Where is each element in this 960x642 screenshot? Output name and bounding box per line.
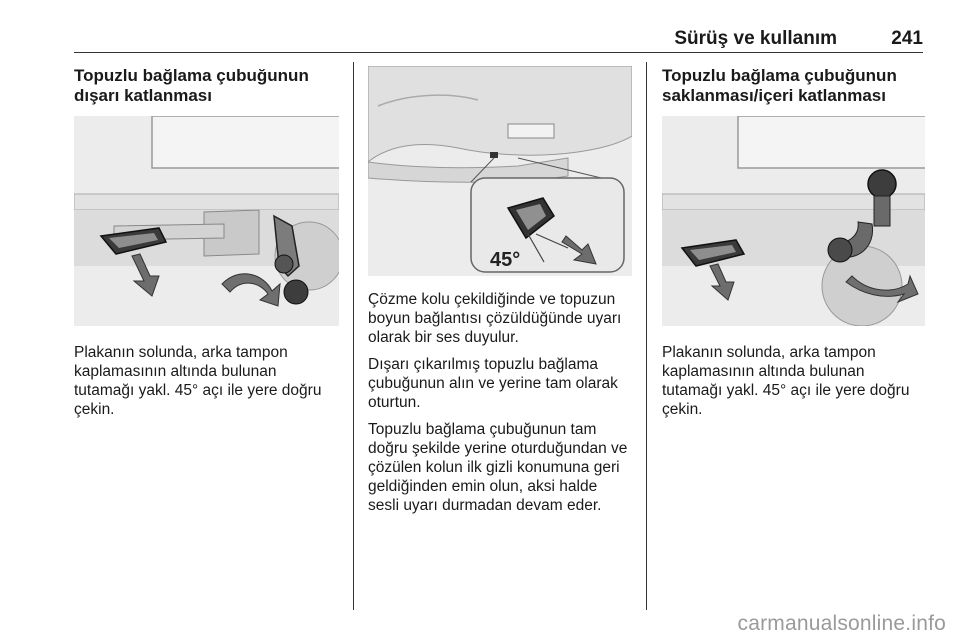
middle-paragraph-2 [368, 355, 643, 412]
middle-p2-line-3: oturtun. [368, 394, 421, 411]
middle-p1-line-2: boyun bağlantısı çözüldüğünde uyarı [368, 310, 622, 327]
right-text-line-2: kaplamasının altında bulunan [662, 363, 865, 380]
middle-paragraph-1 [368, 290, 643, 347]
right-text-line-4: çekin. [662, 401, 703, 418]
right-heading-line-1: Topuzlu bağlama çubuğunun [662, 66, 897, 85]
left-text-line-4: çekin. [74, 401, 115, 418]
left-body-text [74, 343, 349, 419]
middle-p2-line-2: çubuğunun alın ve yerine tam olarak [368, 375, 618, 392]
middle-p3-line-5: sesli uyarı durmadan devam eder. [368, 497, 602, 514]
figure-fold-in-towbar [662, 116, 925, 326]
left-text-line-3: tutamağı yakl. 45° açı ile yere doğru [74, 382, 322, 399]
left-heading-line-2: dışarı katlanması [74, 86, 212, 105]
middle-p1-line-1: Çözme kolu çekildiğinde ve topuzun [368, 291, 616, 308]
middle-p3-line-1: Topuzlu bağlama çubuğunun tam [368, 421, 597, 438]
right-body-text [662, 343, 937, 419]
middle-p2-line-1: Dışarı çıkarılmış topuzlu bağlama [368, 356, 599, 373]
right-section-heading [662, 66, 924, 106]
middle-p3-line-3: çözülen kolun ilk gizli konumuna geri [368, 459, 620, 476]
page-number: 241 [891, 28, 923, 49]
watermark: carmanualsonline.info [737, 612, 946, 635]
middle-p3-line-2: doğru şekilde yerine oturduğundan ve [368, 440, 628, 457]
left-text-line-2: kaplamasının altında bulunan [74, 363, 277, 380]
middle-p3-line-4: geldiğinden emin olun, aksi halde [368, 478, 598, 495]
middle-paragraph-3 [368, 420, 643, 515]
angle-label: 45° [490, 249, 521, 271]
header-title: Sürüş ve kullanım [674, 28, 837, 49]
figure-unfold-towbar [74, 116, 339, 326]
page-header [74, 28, 923, 53]
column-divider-right [646, 62, 647, 610]
left-section-heading [74, 66, 344, 106]
left-text-line-1: Plakanın solunda, arka tampon [74, 344, 288, 361]
left-heading-line-1: Topuzlu bağlama çubuğunun [74, 66, 309, 85]
right-text-line-3: tutamağı yakl. 45° açı ile yere doğru [662, 382, 910, 399]
middle-body-text [368, 290, 643, 523]
right-heading-line-2: saklanması/içeri katlanması [662, 86, 886, 105]
figure-release-lever [368, 66, 632, 276]
column-divider-left [353, 62, 354, 610]
right-text-line-1: Plakanın solunda, arka tampon [662, 344, 876, 361]
middle-p1-line-3: olarak bir ses duyulur. [368, 329, 519, 346]
